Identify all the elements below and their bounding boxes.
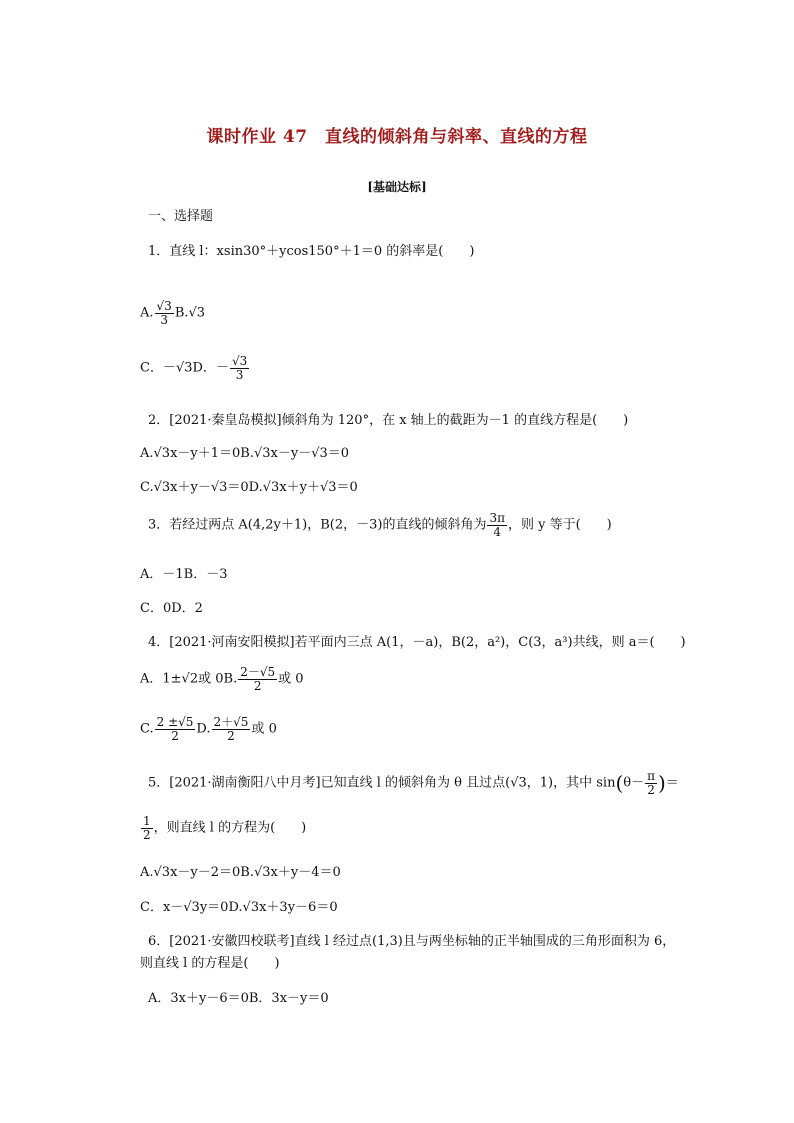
option-d-post: 或 0: [251, 721, 277, 737]
question-5-equals: ＝: [665, 775, 679, 791]
question-5-options-cd: C．x－√3y＝0D.√3x＋3y－6＝0: [140, 900, 338, 915]
option-b-denominator: 2: [253, 678, 262, 693]
question-5-sin-denominator: 2: [647, 782, 655, 797]
question-1-options-ab: [140, 300, 205, 326]
question-5-options-ab: A.√3x－y－2＝0B.√3x＋y－4＝0: [140, 865, 341, 880]
question-5-sin-fraction: [645, 770, 657, 796]
question-5-sin-arg: θ－: [623, 775, 645, 791]
option-b-numerator: 2－√5: [240, 665, 276, 679]
question-2-options-cd: C.√3x＋y－√3＝0D.√3x＋y＋√3＝0: [140, 480, 358, 495]
option-d-numerator: √3: [231, 354, 248, 368]
option-b: B.√3: [174, 305, 206, 321]
question-3-numerator: 3π: [489, 511, 505, 525]
option-d-fraction: [230, 355, 249, 381]
question-3-stem-pre: 3．若经过两点 A(4,2y＋1)，B(2，－3)的直线的倾斜角为: [148, 517, 487, 533]
question-4-options-ab: [140, 666, 304, 692]
option-d-numerator: 2＋√5: [213, 715, 249, 729]
question-5-stem-post: ，则直线 l 的方程为( ): [153, 820, 307, 836]
option-a-fraction: [155, 300, 174, 326]
option-a-denominator: 3: [160, 312, 168, 327]
option-d-fraction: [212, 716, 251, 742]
option-d-label: D.: [196, 721, 211, 737]
question-5-half-numerator: 1: [143, 814, 151, 828]
question-5-half-denominator: 2: [143, 827, 151, 842]
option-d-denominator: 2: [227, 728, 235, 743]
question-1-stem: 1．直线 l：xsin30°＋ycos150°＋1＝0 的斜率是( ): [148, 244, 475, 259]
option-a-numerator: √3: [156, 299, 172, 313]
question-6-stem-line1: 6．[2021·安徽四校联考]直线 l 经过点(1,3)且与两坐标轴的正半轴围成的三角形面积为 6，: [148, 934, 676, 949]
option-b-post: 或 0: [278, 671, 304, 687]
question-3-fraction: [487, 512, 507, 538]
question-3-denominator: 4: [493, 524, 502, 539]
question-5-half-fraction: [141, 815, 153, 841]
question-3-stem: [148, 512, 612, 538]
question-2-stem: 2．[2021·秦皇岛模拟]倾斜角为 120°，在 x 轴上的截距为－1 的直线方程是( ): [148, 413, 629, 428]
question-5-stem: 5．[2021·湖南衡阳八中月考]已知直线 l 的倾斜角为 θ 且过点(√3，1)，其中 sin(θ－ $\frac{\pi}{2}$ )＝: [148, 769, 679, 797]
part-heading: 一、选择题: [148, 209, 214, 224]
question-3-options-ab: A．－1B．－3: [140, 567, 228, 582]
question-1-options-cd: [140, 355, 250, 381]
question-3-stem-post: ，则 y 等于( ): [508, 517, 612, 533]
option-a-text: A．1±√2或 0B.: [140, 671, 238, 687]
question-6-options-ab: A．3x＋y－6＝0B．3x－y＝0: [148, 991, 329, 1006]
question-6-stem-line2: 则直线 l 的方程是( ): [140, 956, 280, 971]
option-c-numerator: 2 ±√5: [156, 715, 194, 729]
option-a-label: A.: [140, 305, 154, 321]
option-d-denominator: 3: [235, 367, 244, 382]
option-cd-text: C．－√3D．－: [140, 360, 229, 376]
question-2-options-ab: A.√3x－y＋1＝0B.√3x－y－√3＝0: [140, 446, 350, 461]
question-3-options-cd: C．0D．2: [140, 601, 203, 616]
section-heading: [基础达标]: [367, 180, 427, 194]
option-c-label: C.: [140, 721, 154, 737]
question-4-options-cd: [140, 716, 277, 742]
question-5-stem-line2: [140, 815, 306, 841]
option-c-denominator: 2: [171, 728, 179, 743]
question-5-stem-pre: 5．[2021·湖南衡阳八中月考]已知直线 l 的倾斜角为 θ 且过点(√3，1)，其中 sin: [148, 775, 616, 791]
question-5-sin-numerator: π: [647, 769, 655, 783]
page-title: 课时作业 47 直线的倾斜角与斜率、直线的方程: [206, 127, 588, 147]
option-c-fraction: [155, 716, 196, 742]
option-b-fraction: [238, 666, 277, 692]
question-4-stem: 4．[2021·河南安阳模拟]若平面内三点 A(1，－a)，B(2，a²)，C(3，a³)共线，则 a＝( ): [148, 635, 686, 650]
